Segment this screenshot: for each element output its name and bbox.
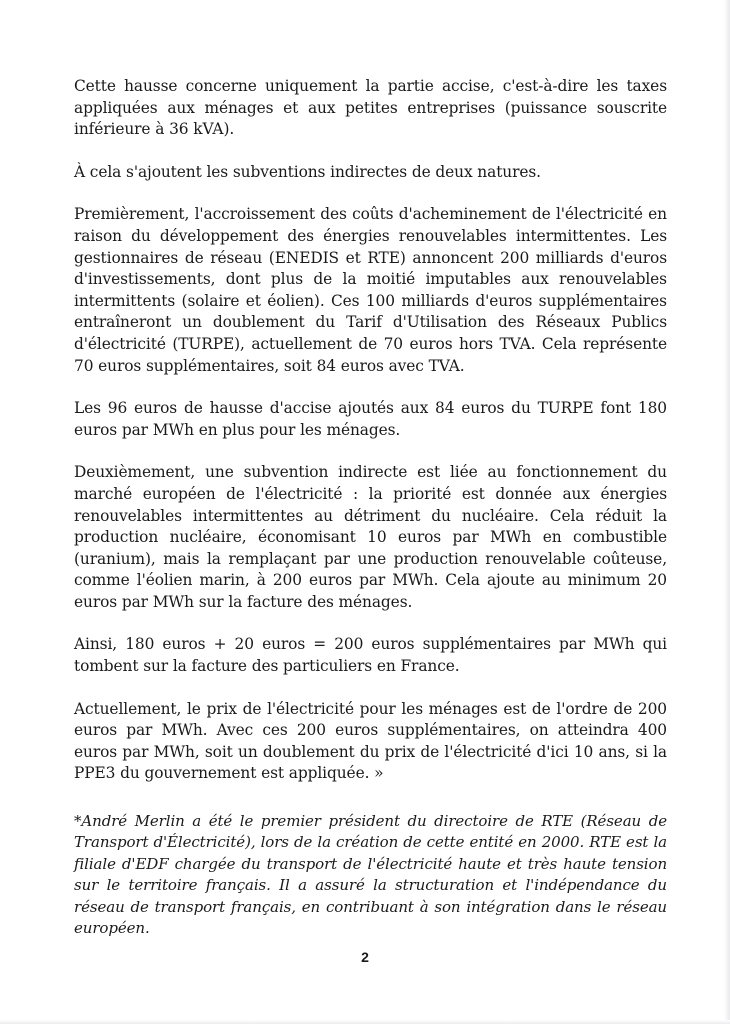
- paragraph-deuxiemement: Deuxièmement, une subvention indirecte est liée au fonctionnement du marché européen de l'électricité : la priorité est donnée aux énergies renouvelables intermittentes au détriment du nucléaire. Cela réduit la production nucléaire, économisant 10 euros par MWh en combustible (uranium), mais la remplaçant par une production renouvelable coûteuse, comme l'éolien marin, à 200 euros par MWh. Cela ajoute au minimum 20 euros par MWh sur la facture des ménages.: [74, 463, 667, 611]
- footnote: *André Merlin a été le premier président du directoire de RTE (Réseau de Transport d'Électricité), lors de la création de cette entité en 2000. RTE est la filiale d'EDF chargée du transport de l'électricité haute et très haute tension sur le territoire français. Il a assuré la structuration et l'indépendance du réseau de transport français, en contribuant à son intégration dans le réseau européen.: [74, 812, 667, 938]
- page-number: 2: [361, 949, 369, 965]
- paragraph-subventions-intro: À cela s'ajoutent les subventions indirectes de deux natures.: [74, 162, 541, 181]
- paragraph-ainsi: Ainsi, 180 euros + 20 euros = 200 euros supplémentaires par MWh qui tombent sur la facture des particuliers en France.: [74, 635, 667, 676]
- page-edge-shadow-bottom: [0, 1020, 730, 1024]
- paragraph-premierement: Premièrement, l'accroissement des coûts d'acheminement de l'électricité en raison du développement des énergies renouvelables intermittentes. Les gestionnaires de réseau (ENEDIS et RTE) annoncent 200 milliards d'euros d'investissements, dont plus de la moitié imputables aux renouvelables intermittents (solaire et éolien). Ces 100 milliards d'euros supplémentaires entraîneront un doublement du Tarif d'Utilisation des Réseaux Publics d'électricité (TURPE), actuellement de 70 euros hors TVA. Cela représente 70 euros supplémentaires, soit 84 euros avec TVA.: [74, 205, 667, 375]
- page-edge-shadow-right: [724, 0, 730, 1024]
- paragraph-accise: Cette hausse concerne uniquement la partie accise, c'est-à-dire les taxes appliquées aux ménages et aux petites entreprises (puissance souscrite inférieure à 36 kVA).: [74, 77, 667, 139]
- paragraph-actuellement: Actuellement, le prix de l'électricité pour les ménages est de l'ordre de 200 euros par MWh. Avec ces 200 euros supplémentaires, on atteindra 400 euros par MWh, soit un doublement du prix de l'électricité d'ici 10 ans, si la PPE3 du gouvernement est appliquée. »: [74, 699, 667, 783]
- document-body: [74, 76, 667, 939]
- paragraph-hausse-total: Les 96 euros de hausse d'accise ajoutés aux 84 euros du TURPE font 180 euros par MWh en plus pour les ménages.: [74, 399, 667, 439]
